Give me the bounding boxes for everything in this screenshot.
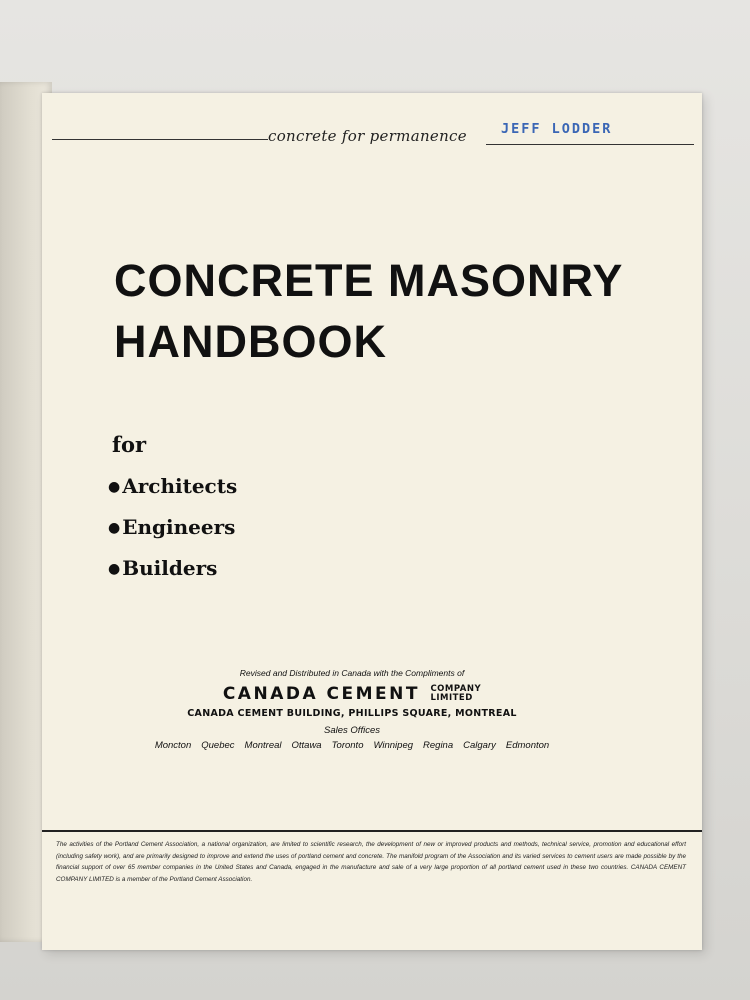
header-rule-right bbox=[486, 144, 694, 145]
sales-office-city: Toronto bbox=[331, 740, 364, 751]
sales-office-city: Regina bbox=[423, 740, 454, 751]
audience-item bbox=[108, 556, 237, 597]
audience-list bbox=[108, 474, 237, 597]
company-suffix-limited: LIMITED bbox=[430, 693, 473, 703]
owner-name-stamp: JEFF LODDER bbox=[501, 121, 613, 137]
sales-office-city: Montreal bbox=[244, 740, 282, 751]
audience-item-label: Engineers bbox=[122, 515, 236, 539]
sales-office-city: Ottawa bbox=[291, 740, 322, 751]
publisher-block bbox=[152, 668, 552, 751]
book-title bbox=[114, 257, 623, 366]
audience-item bbox=[108, 515, 237, 556]
bullet-icon: ● bbox=[108, 520, 121, 536]
footer-rule bbox=[42, 830, 702, 832]
audience-item bbox=[108, 474, 237, 515]
title-line-1: CONCRETE MASONRY bbox=[114, 255, 624, 306]
title-line-2: HANDBOOK bbox=[114, 316, 387, 367]
sales-offices-list bbox=[152, 740, 552, 751]
company-suffix bbox=[430, 685, 481, 703]
sales-office-city: Calgary bbox=[463, 740, 496, 751]
association-footnote: The activities of the Portland Cement Association, a national organization, are limited to scientific research, the development of new or improved products and methods, technical service, promotion and educational effort (including safety work), and are primarily designed to improve and extend the uses of portland cement and concrete. The manifold program of the Association and its varied services to cement users are made possible by the financial support of over 65 member companies in the United States and Canada, engaged in the manufacture and sale of a very large proportion of all portland cement used in these two countries. CANADA CEMENT COMPANY LIMITED is a member of the Portland Cement Association. bbox=[56, 841, 686, 883]
company-line bbox=[152, 684, 552, 704]
header-rule-left bbox=[52, 139, 268, 140]
audience-item-label: Architects bbox=[122, 474, 238, 498]
bullet-icon: ● bbox=[108, 479, 121, 495]
handbook-title-page bbox=[42, 93, 702, 950]
sales-office-city: Quebec bbox=[201, 740, 235, 751]
bullet-icon: ● bbox=[108, 561, 121, 577]
sales-office-city: Winnipeg bbox=[373, 740, 414, 751]
sales-office-city: Edmonton bbox=[505, 740, 550, 751]
sales-offices-label: Sales Offices bbox=[324, 725, 380, 736]
audience-item-label: Builders bbox=[122, 556, 218, 580]
header-tagline: concrete for permanence bbox=[268, 127, 467, 145]
company-name: CANADA CEMENT bbox=[222, 684, 420, 704]
for-label: for bbox=[112, 432, 147, 457]
company-suffix-company: COMPANY bbox=[430, 684, 482, 694]
company-address: CANADA CEMENT BUILDING, PHILLIPS SQUARE, MONTREAL bbox=[187, 708, 517, 719]
revised-note: Revised and Distributed in Canada with the Compliments of bbox=[239, 668, 465, 678]
sales-office-city: Moncton bbox=[154, 740, 192, 751]
